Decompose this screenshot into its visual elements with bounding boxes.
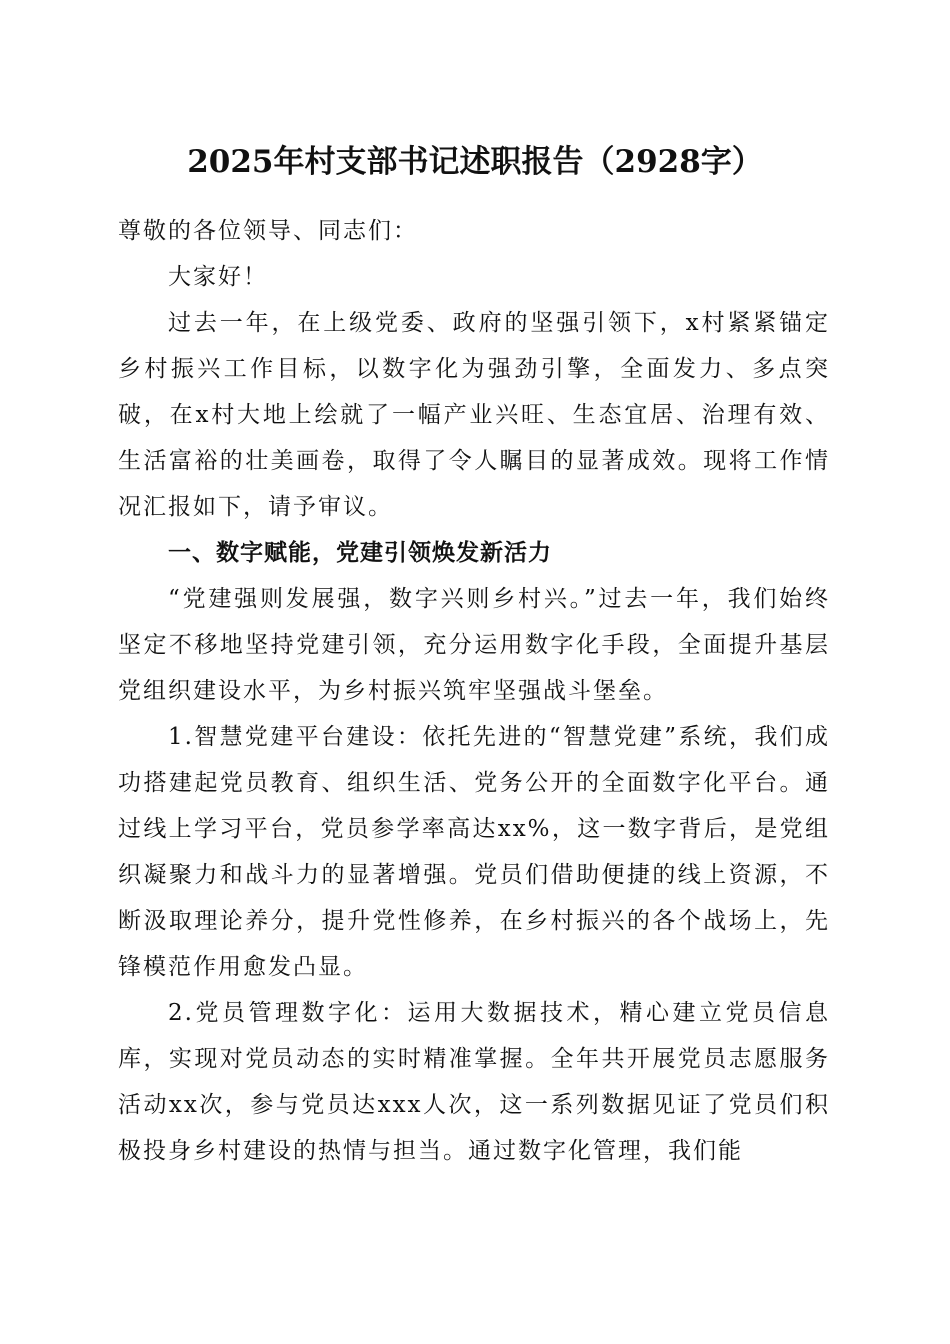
- list-item-smart-party-building: 1.智慧党建平台建设：依托先进的“智慧党建”系统，我们成功搭建起党员教育、组织生活、党务公开的全面数字化平台。通过线上学习平台，党员参学率高达xx%，这一数字背后，是党组织凝聚力和战斗力的显著增强。党员们借助便捷的线上资源，不断汲取理论养分，提升党性修养，在乡村振兴的各个战场上，先锋模范作用愈发凸显。: [118, 724, 830, 980]
- document-body: [118, 208, 830, 1174]
- greeting: 大家好！: [168, 264, 268, 290]
- section-heading: 一、数字赋能，党建引领焕发新活力: [168, 540, 552, 566]
- section-intro-paragraph: “党建强则发展强，数字兴则乡村兴。”过去一年，我们始终坚定不移地坚持党建引领，充分运用数字化手段，全面提升基层党组织建设水平，为乡村振兴筑牢坚强战斗堡垒。: [118, 586, 830, 704]
- list-item-member-management: 2.党员管理数字化：运用大数据技术，精心建立党员信息库，实现对党员动态的实时精准掌握。全年共开展党员志愿服务活动xx次，参与党员达xxx人次，这一系列数据见证了党员们积极投身乡村建设的热情与担当。通过数字化管理，我们能: [118, 1000, 830, 1164]
- document-title: 2025年村支部书记述职报告（2928字）: [187, 144, 763, 180]
- salutation: 尊敬的各位领导、同志们：: [118, 218, 418, 244]
- intro-paragraph: 过去一年，在上级党委、政府的坚强引领下，x村紧紧锚定乡村振兴工作目标，以数字化为强劲引擎，全面发力、多点突破，在x村大地上绘就了一幅产业兴旺、生态宜居、治理有效、生活富裕的壮美画卷，取得了令人瞩目的显著成效。现将工作情况汇报如下，请予审议。: [118, 310, 830, 520]
